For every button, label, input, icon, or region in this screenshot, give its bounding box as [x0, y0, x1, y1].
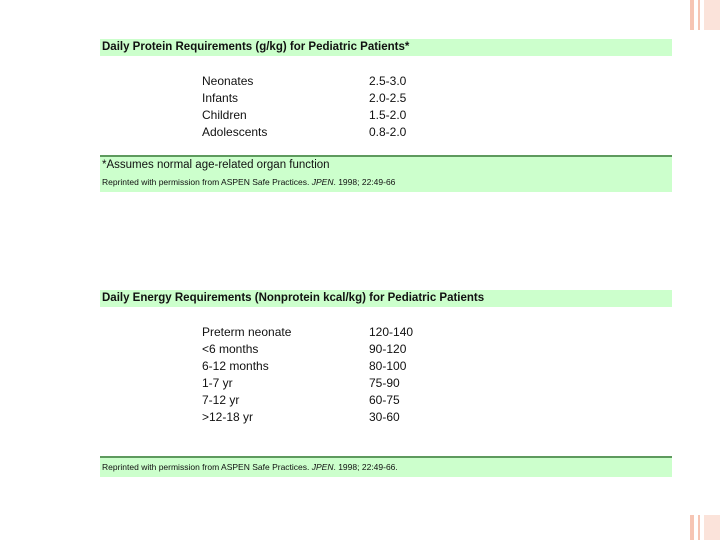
row-label: Adolescents	[202, 125, 268, 139]
protein-table-footer	[100, 155, 672, 192]
protein-table-title: Daily Protein Requirements (g/kg) for Pediatric Patients*	[102, 41, 410, 53]
row-value: 1.5-2.0	[369, 108, 407, 122]
row-label: >12-18 yr	[202, 410, 254, 424]
row-label: Preterm neonate	[202, 325, 292, 339]
row-value: 0.8-2.0	[369, 125, 407, 139]
row-value: 2.0-2.5	[369, 91, 407, 105]
reprint-citation: Reprinted with permission from ASPEN Safe Practices. JPEN. 1998; 22:49-66.	[102, 462, 398, 472]
row-value: 75-90	[369, 376, 400, 390]
row-label: Children	[202, 108, 247, 122]
protein-table	[100, 39, 672, 193]
row-value: 30-60	[369, 410, 400, 424]
row-value: 60-75	[369, 393, 400, 407]
row-label: 6-12 months	[202, 359, 269, 373]
row-value: 2.5-3.0	[369, 74, 407, 88]
energy-table-footer	[100, 456, 672, 477]
energy-table-title: Daily Energy Requirements (Nonprotein kcal/kg) for Pediatric Patients	[102, 292, 485, 304]
energy-table-header	[100, 290, 672, 307]
decorative-right-border	[688, 0, 720, 540]
row-value: 80-100	[369, 359, 407, 373]
protein-table-header	[100, 39, 672, 56]
row-label: 7-12 yr	[202, 393, 240, 407]
row-label: <6 months	[202, 342, 259, 356]
footnote: *Assumes normal age-related organ function	[102, 159, 330, 171]
row-label: 1-7 yr	[202, 376, 233, 390]
row-value: 120-140	[369, 325, 414, 339]
energy-table	[100, 290, 672, 478]
row-label: Infants	[202, 91, 239, 105]
row-value: 90-120	[369, 342, 407, 356]
row-label: Neonates	[202, 74, 254, 88]
reprint-citation: Reprinted with permission from ASPEN Safe Practices. JPEN. 1998; 22:49-66	[102, 177, 396, 187]
